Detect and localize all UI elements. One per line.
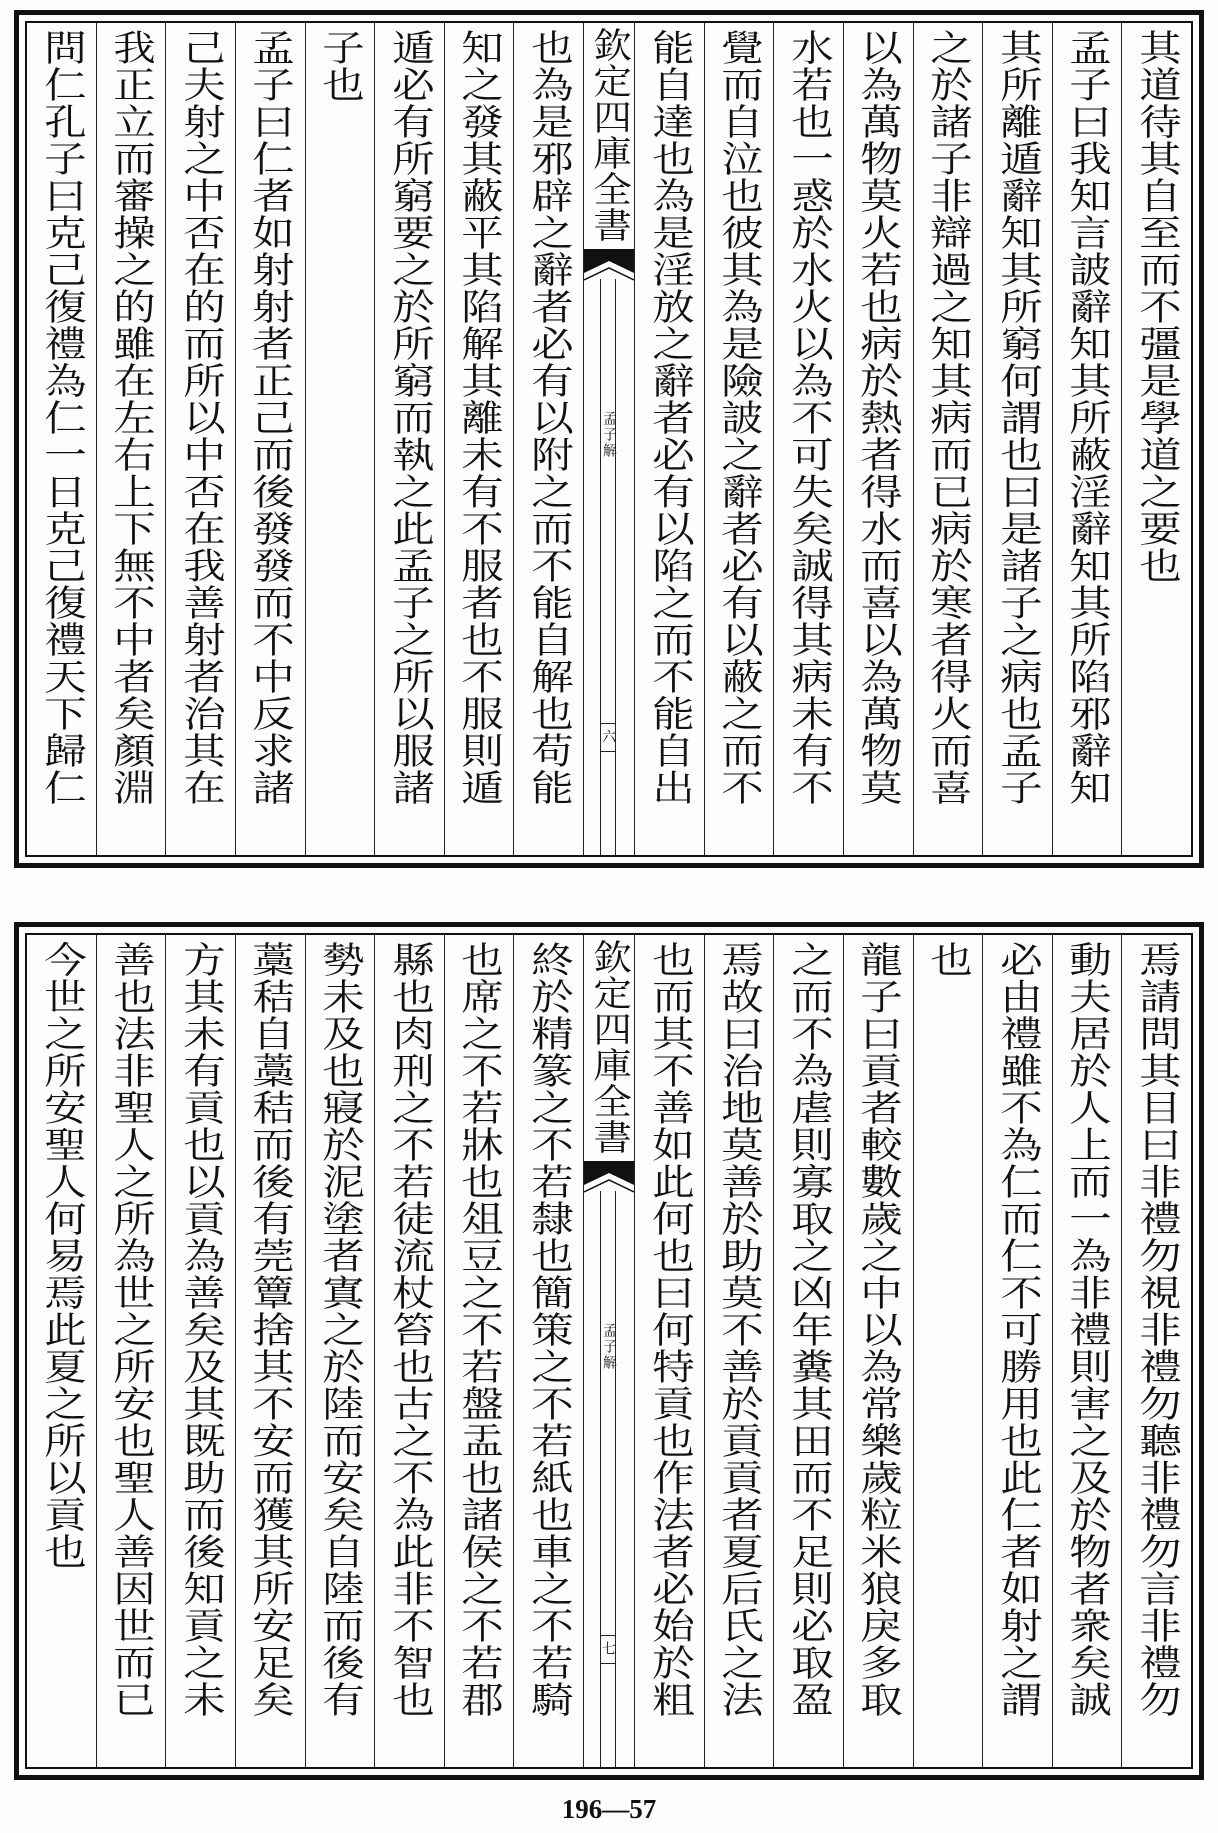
column-text: 其道待其自至而不彊是學道之要也 [1132,29,1182,584]
collection-title: 欽定四庫全書 [587,939,632,1155]
leaf-number-box [600,1635,616,1664]
column-text: 縣也肉刑之不若徒流杖笞也古之不為此非不智也 [385,941,434,1718]
column-text: 必由禮雖不為仁而仁不可勝用也此仁者如射之謂 [993,941,1042,1718]
column-text: 水若也一惑於水火以為不可失矣誠得其病未有不 [784,29,833,806]
text-column [374,23,444,855]
column-text: 子也 [315,29,365,103]
text-column [305,23,375,855]
text-column [1121,23,1191,855]
column-text: 以為萬物莫火若也病於熱者得水而喜以為萬物莫 [854,29,903,806]
text-column [773,935,843,1767]
leaf-number: 六 [600,729,616,743]
column-text: 龍子曰貢者較數歲之中以為常樂歲粒米狼戾多取 [854,941,903,1718]
text-column [444,23,514,855]
column-text: 終於精篆之不若隸也簡策之不若紙也車之不若騎 [524,941,574,1718]
text-column [634,935,704,1767]
column-text: 也為是邪辟之辭者必有以附之而不能自解也苟能 [524,29,574,806]
collection-title: 欽定四庫全書 [587,27,632,243]
column-text: 孟子曰仁者如射射者正己而後發發而不中反求諸 [246,29,295,806]
text-column [27,23,96,855]
column-text: 之而不為虐則寡取之凶年糞其田而不足則必取盈 [784,941,833,1718]
text-column [704,23,774,855]
text-column [513,935,583,1767]
fishtail-mark [584,249,634,283]
top-panel [14,10,1204,868]
leaf-number-box [600,723,616,752]
column-text: 勢未及也寢於泥塗者寘之於陸而安矣自陸而後有 [315,941,365,1718]
text-column [27,935,96,1767]
text-column [634,23,704,855]
book-title: 孟子解 [601,1323,617,1371]
text-column [165,23,235,855]
column-text: 其所離遁辭知其所窮何謂也曰是諸子之病也孟子 [993,29,1042,806]
column-text: 藁秸自藁秸而後有莞簟捨其不安而獲其所安足矣 [246,941,295,1718]
column-text: 善也法非聖人之所為世之所安也聖人善因世而已 [106,941,156,1718]
book-title: 孟子解 [601,411,617,459]
top-panel-inner-frame [25,21,1193,857]
column-text: 之於諸子非辯過之知其病而已病於寒者得火而喜 [923,29,973,806]
text-column [843,935,913,1767]
column-text: 覺而自泣也彼其為是險詖之辭者必有以蔽之而不 [714,29,764,806]
fishtail-mark [584,1161,634,1195]
column-text: 焉故曰治地莫善於助莫不善於貢貢者夏后氏之法 [714,941,764,1718]
column-text: 問仁孔子曰克己復禮為仁一日克己復禮天下歸仁 [37,29,86,806]
column-text: 今世之所安聖人何易焉此夏之所以貢也 [37,941,86,1570]
text-column [444,935,514,1767]
text-column [704,935,774,1767]
column-text: 知之發其蔽平其陷解其離未有不服者也不服則遁 [455,29,504,806]
fold-strip [600,1191,616,1767]
text-column [1052,23,1122,855]
column-text: 焉請問其目曰非禮勿視非禮勿聽非禮勿言非禮勿 [1132,941,1182,1718]
text-column [96,23,166,855]
center-fold [583,23,634,855]
column-text: 能自達也為是淫放之辭者必有以陷之而不能自出 [645,29,694,806]
column-text: 我正立而審操之的雖在左右上下無不中者矣顏淵 [106,29,156,806]
text-column [913,935,983,1767]
column-text: 也席之不若牀也俎豆之不若盤盂也諸侯之不若郡 [455,941,504,1718]
column-text: 遁必有所窮要之於所窮而執之此孟子之所以服諸 [385,29,434,806]
column-text: 己夫射之中否在的而所以中否在我善射者治其在 [176,29,225,806]
column-text: 方其未有貢也以貢為善矣及其既助而後知貢之未 [176,941,225,1718]
text-column [1052,935,1122,1767]
text-column [913,23,983,855]
bottom-panel [14,922,1204,1780]
column-text: 動夫居於人上而一為非禮則害之及於物者衆矣誠 [1063,941,1112,1718]
fold-strip [600,279,616,855]
text-column [374,935,444,1767]
leaf-number: 七 [600,1641,616,1655]
page-number: 196—57 [561,1794,657,1824]
text-column [982,935,1052,1767]
text-column [235,935,305,1767]
text-column [773,23,843,855]
bottom-panel-inner-frame [25,933,1193,1769]
text-column [843,23,913,855]
text-column [96,935,166,1767]
column-text: 也而其不善如此何也曰何特貢也作法者必始於粗 [645,941,694,1718]
text-column [235,23,305,855]
column-text: 孟子曰我知言詖辭知其所蔽淫辭知其所陷邪辭知 [1063,29,1112,806]
text-column [305,935,375,1767]
column-text: 也 [923,941,973,978]
text-column [513,23,583,855]
text-column [982,23,1052,855]
text-column [1121,935,1191,1767]
center-fold [583,935,634,1767]
text-column [165,935,235,1767]
